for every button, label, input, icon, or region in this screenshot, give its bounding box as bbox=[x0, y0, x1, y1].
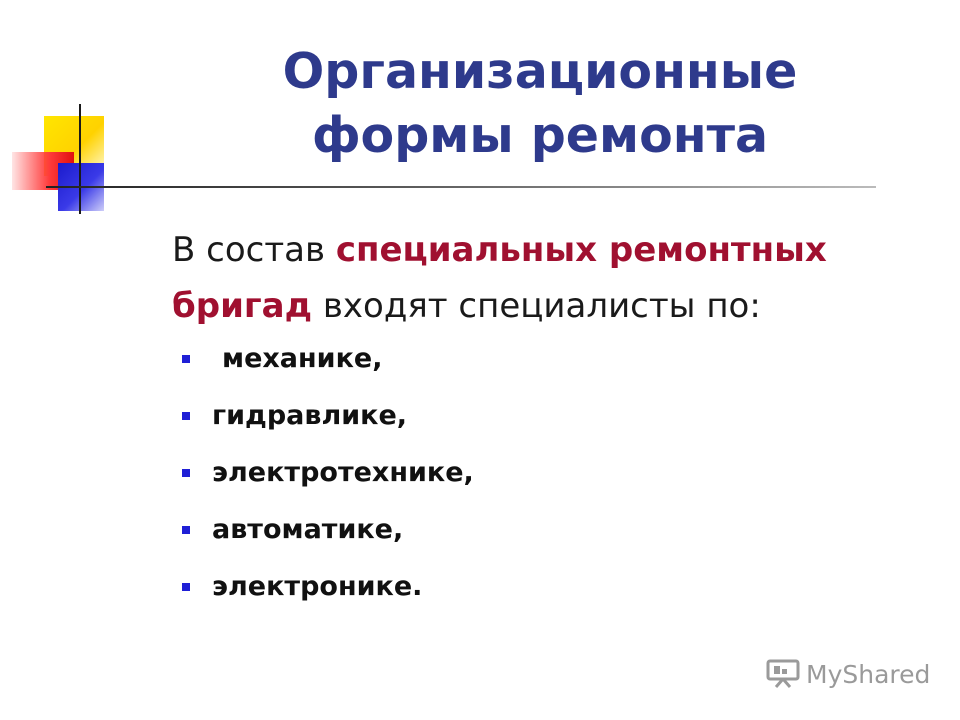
vertical-rule bbox=[79, 104, 81, 214]
list-item bbox=[182, 558, 474, 615]
bullet-icon bbox=[182, 469, 190, 477]
myshared-watermark[interactable] bbox=[766, 656, 930, 692]
list-item-label: автоматике, bbox=[212, 514, 404, 545]
slide-title bbox=[180, 40, 900, 168]
list-item bbox=[182, 330, 474, 387]
bullet-icon bbox=[182, 583, 190, 591]
bullet-icon bbox=[182, 526, 190, 534]
intro-highlight-1: специальных ремонтных bbox=[335, 230, 827, 270]
intro-text bbox=[172, 222, 942, 334]
bullet-icon bbox=[182, 412, 190, 420]
title-underline bbox=[46, 186, 876, 188]
presentation-icon bbox=[766, 659, 800, 689]
intro-suffix: входят специалисты по: bbox=[312, 286, 761, 326]
title-line-1: Организационные bbox=[282, 43, 798, 100]
corner-decoration bbox=[0, 0, 140, 230]
intro-highlight-2: бригад bbox=[172, 286, 313, 326]
list-item bbox=[182, 501, 474, 558]
list-item-label: механике, bbox=[222, 343, 383, 374]
list-item-label: электронике. bbox=[212, 571, 423, 602]
list-item-label: электротехнике, bbox=[212, 457, 474, 488]
list-item-label: гидравлике, bbox=[212, 400, 408, 431]
bullet-icon bbox=[182, 355, 190, 363]
watermark-text: MyShared bbox=[806, 659, 931, 689]
specialties-list bbox=[182, 330, 474, 615]
intro-prefix: В состав bbox=[172, 230, 336, 270]
list-item bbox=[182, 387, 474, 444]
title-line-2: формы ремонта bbox=[311, 107, 769, 164]
list-item bbox=[182, 444, 474, 501]
